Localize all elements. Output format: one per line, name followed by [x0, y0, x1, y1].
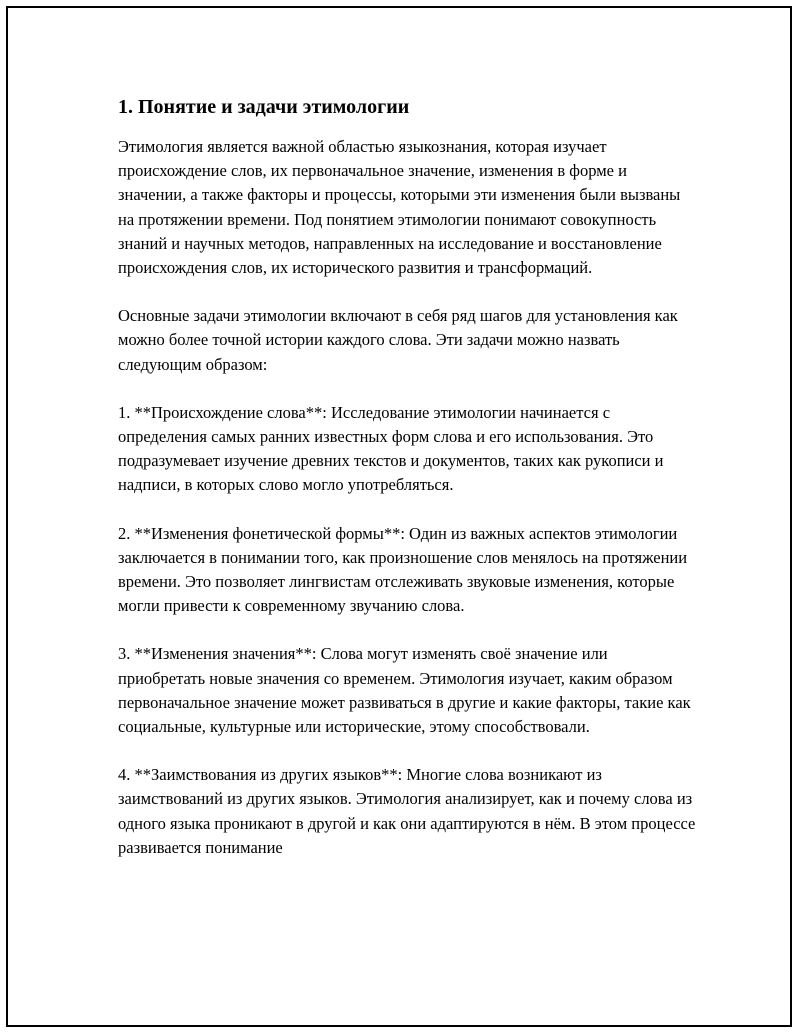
task-borrowing-paragraph: 4. **Заимствования из других языков**: Многие слова возникают из заимствований из других языков. Этимология анализирует, как и почему слова из одного языка проникают в другой и как они адаптируются в нём. В этом процессе развивается понимание: [118, 765, 696, 857]
task-meaning-paragraph: 3. **Изменения значения**: Слова могут изменять своё значение или приобретать новые значения со временем. Этимология изучает, каким образом первоначальное значение может развиваться в другие и какие факторы, такие как социальные, культурные или исторические, этому способствовали.: [118, 644, 691, 737]
section-heading: 1. Понятие и задачи этимологии: [118, 96, 410, 118]
task-phonetic-paragraph: 2. **Изменения фонетической формы**: Один из важных аспектов этимологии заключается в понимании того, как произношение слов менялось на протяжении времени. Это позволяет лингвистам отслеживать звуковые изменения, которые могли привести к современному звучанию слова.: [118, 523, 688, 616]
tasks-intro-paragraph: Основные задачи этимологии включают в себя ряд шагов для установления как можно более точной истории каждого слова. Эти задачи можно назвать следующим образом:: [118, 306, 678, 374]
task-origin-paragraph: 1. **Происхождение слова**: Исследование этимологии начинается с определения самых ранних известных форм слова и его использования. Это подразумевает изучение древних текстов и документов, таких как рукописи и надписи, в которых слово могло употребляться.: [118, 402, 664, 495]
intro-paragraph: Этимология является важной областью языкознания, которая изучает происхождение слов, их первоначальное значение, изменения в форме и значении, а также факторы и процессы, которыми эти изменения были вызваны на протяжении времени. Под понятием этимологии понимают совокупность знаний и научных методов, направленных на исследование и восстановление происхождения слов, их исторического развития и трансформаций.: [118, 137, 681, 278]
document-body: [118, 94, 696, 884]
